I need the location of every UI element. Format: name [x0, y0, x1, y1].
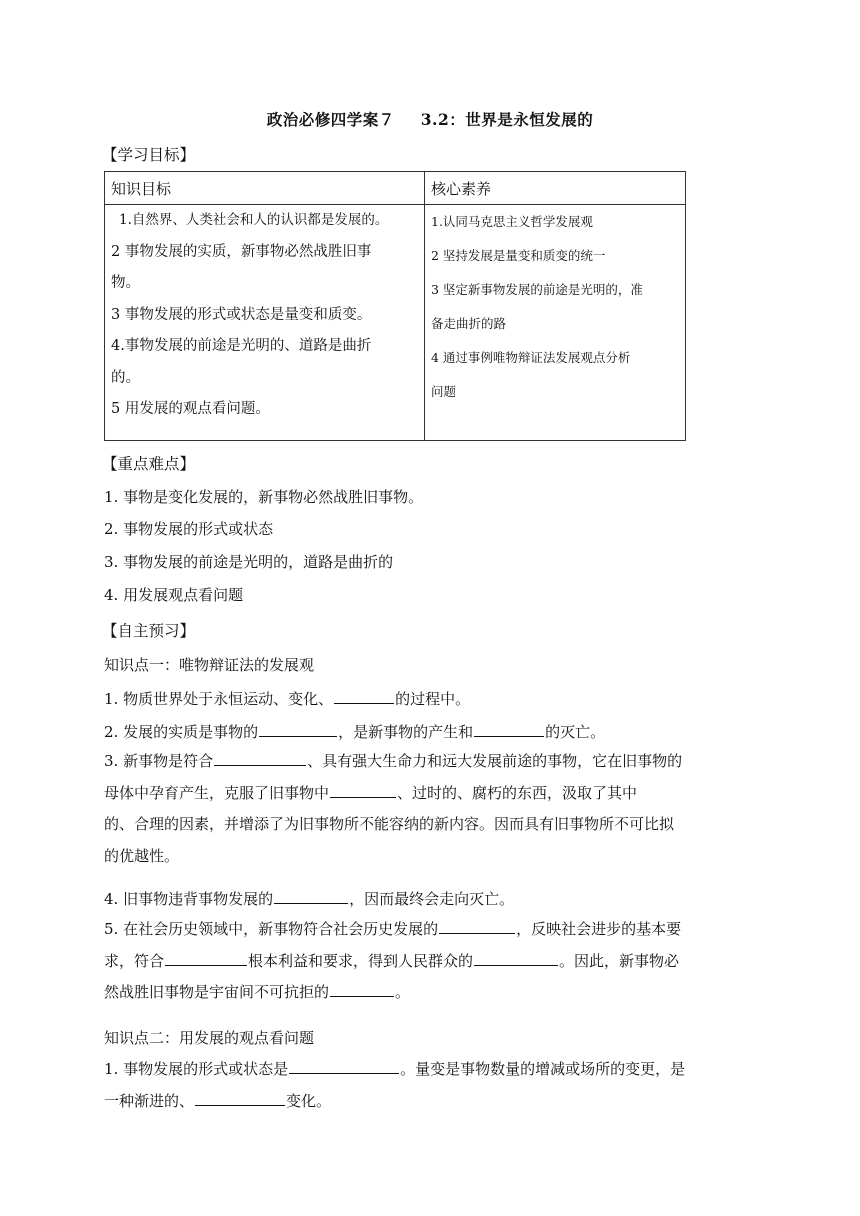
question-text: 。	[395, 983, 411, 1001]
core-line: 4 通过事例唯物辩证法发展观点分析	[431, 350, 631, 365]
kp1-question-4	[104, 887, 514, 909]
answer-blank[interactable]	[330, 781, 396, 798]
core-line: 备走曲折的路	[431, 316, 507, 331]
core-line: 2 坚持发展是量变和质变的统一	[431, 248, 606, 263]
question-text: 3. 新事物是符合	[104, 752, 214, 770]
question-text: ，因而最终会走向灭亡。	[349, 890, 515, 908]
kp1-question-1	[104, 687, 470, 709]
key-point: 2. 事物发展的形式或状态	[104, 520, 274, 538]
question-text: 1. 事物发展的形式或状态是	[104, 1060, 289, 1078]
header-knowledge: 知识目标	[105, 172, 425, 205]
kp1-question-3	[104, 746, 764, 872]
kp1-heading: 知识点一：唯物辩证法的发展观	[104, 656, 315, 674]
question-text: 求，符合	[104, 951, 165, 970]
knowledge-line: 的。	[111, 369, 140, 386]
question-text: 2. 发展的实质是事物的	[104, 723, 259, 741]
answer-blank[interactable]	[214, 749, 306, 766]
question-text: 母体中孕育产生，克服了旧事物中	[104, 783, 330, 802]
core-line: 3 坚定新事物发展的前途是光明的，准	[431, 282, 643, 297]
page-title	[0, 108, 860, 130]
knowledge-line: 3 事物发展的形式或状态是量变和质变。	[111, 306, 372, 323]
answer-blank[interactable]	[334, 687, 394, 704]
knowledge-line: 1.自然界、人类社会和人的认识都是发展的。	[119, 212, 389, 228]
knowledge-line: 物。	[111, 275, 140, 291]
question-text: 的灭亡。	[545, 723, 606, 741]
question-text: 的过程中。	[395, 690, 471, 708]
answer-blank[interactable]	[165, 949, 247, 966]
knowledge-cell	[105, 205, 425, 441]
question-text: ，是新事物的产生和	[338, 723, 474, 741]
core-line: 问题	[431, 384, 457, 399]
question-text: 然战胜旧事物是宇宙间不可抗拒的	[104, 983, 330, 1001]
key-point: 4. 用发展观点看问题	[104, 586, 244, 604]
core-cell	[425, 205, 686, 441]
key-point: 3. 事物发展的前途是光明的，道路是曲折的	[104, 553, 394, 571]
kp1-question-5	[104, 914, 764, 1009]
question-text: 4. 旧事物违背事物发展的	[104, 890, 274, 908]
knowledge-line: 4.事物发展的前途是光明的、道路是曲折	[111, 338, 372, 354]
answer-blank[interactable]	[439, 917, 515, 934]
answer-blank[interactable]	[289, 1057, 399, 1074]
answer-blank[interactable]	[274, 887, 348, 904]
section-preview: 【自主预习】	[102, 622, 196, 640]
core-line: 1.认同马克思主义哲学发展观	[431, 214, 593, 229]
question-text: 的优越性。	[104, 846, 180, 865]
question-text: 1. 物质世界处于永恒运动、变化、	[104, 690, 334, 708]
answer-blank[interactable]	[330, 980, 394, 997]
question-text: 一种渐进的、	[104, 1091, 195, 1110]
question-text: 的、合理的因素，并增添了为旧事物所不能容纳的新内容。因而具有旧事物所不可比拟	[104, 815, 675, 833]
header-core: 核心素养	[425, 172, 686, 205]
lesson-title: 3.2：世界是永恒发展的	[420, 110, 594, 129]
answer-blank[interactable]	[474, 949, 558, 966]
question-text: 5. 在社会历史领域中，新事物符合社会历史发展的	[104, 920, 439, 938]
question-text: ，反映社会进步的基本要	[516, 920, 682, 938]
question-text: 、具有强大生命力和远大发展前途的事物，它在旧事物的	[307, 752, 683, 770]
section-goals: 【学习目标】	[102, 146, 196, 164]
question-text: 变化。	[286, 1091, 332, 1110]
goals-table	[104, 171, 686, 441]
question-text: 。因此，新事物必	[559, 951, 680, 970]
kp2-heading: 知识点二：用发展的观点看问题	[104, 1029, 315, 1047]
question-text: 根本利益和要求，得到人民群众的	[248, 951, 474, 970]
answer-blank[interactable]	[195, 1089, 285, 1106]
course-title: 政治必修四学案７	[266, 110, 395, 129]
answer-blank[interactable]	[474, 720, 544, 737]
key-point: 1. 事物是变化发展的，新事物必然战胜旧事物。	[104, 488, 424, 506]
kp1-question-2	[104, 720, 605, 742]
question-text: 。量变是事物数量的增减或场所的变更，是	[400, 1060, 686, 1078]
knowledge-line: 5 用发展的观点看问题。	[111, 401, 270, 417]
section-key-points: 【重点难点】	[102, 455, 196, 473]
question-text: 、过时的、腐朽的东西，汲取了其中	[397, 783, 638, 802]
kp2-question-1	[104, 1054, 764, 1117]
answer-blank[interactable]	[259, 720, 337, 737]
knowledge-line: 2 事物发展的实质，新事物必然战胜旧事	[111, 243, 372, 260]
